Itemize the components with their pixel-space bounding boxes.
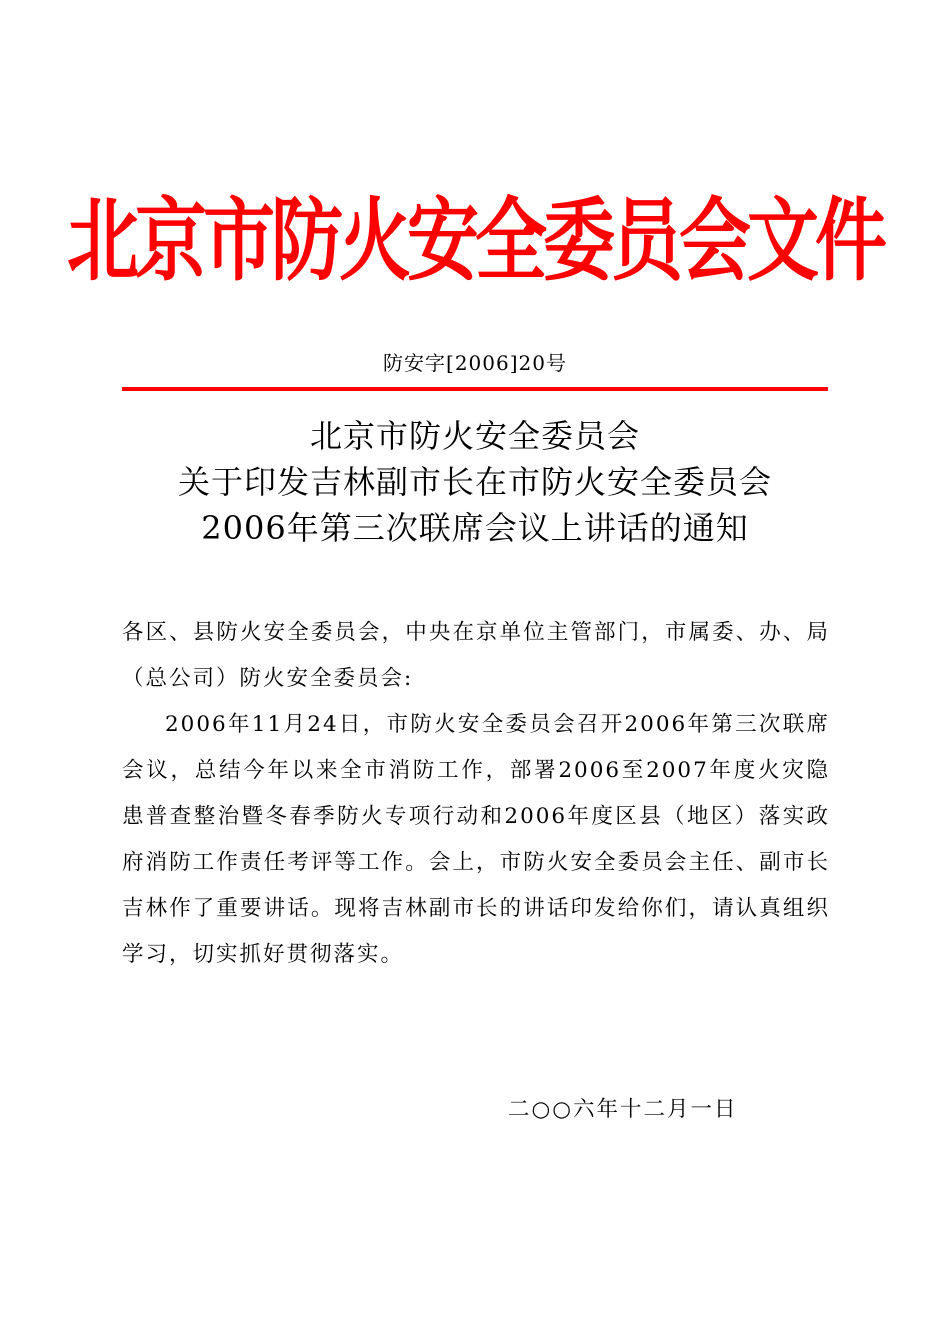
red-divider-line	[122, 387, 828, 391]
document-number: 防安字[2006]20号	[383, 351, 567, 375]
title-line-2: 关于印发吉林副市长在市防火安全委员会	[177, 463, 772, 501]
addressee-paragraph: 各区、县防火安全委员会，中央在京单位主管部门，市属委、办、局（总公司）防火安全委员会:	[122, 620, 830, 691]
document-body	[122, 610, 830, 978]
document-date: 二○○六年十二月一日	[508, 1097, 738, 1122]
title-line-1: 北京市防火安全委员会	[309, 417, 640, 455]
title-line-3: 2006年第三次联席会议上讲话的通知	[201, 509, 749, 547]
body-paragraph: 2006年11月24日，市防火安全委员会召开2006年第三次联席会议，总结今年以来全市消防工作，部署2006至2007年度火灾隐患普查整治暨冬春季防火专项行动和2006年度区县（地区）落实政府消防工作责任考评等工作。会上，市防火安全委员会主任、副市长吉林作了重要讲话。现将吉林副市长的讲话印发给你们，请认真组织学习，切实抓好贯彻落实。	[122, 712, 830, 967]
document-title	[0, 413, 950, 551]
document-header-title: 北京市防火安全委员会文件	[66, 187, 883, 293]
